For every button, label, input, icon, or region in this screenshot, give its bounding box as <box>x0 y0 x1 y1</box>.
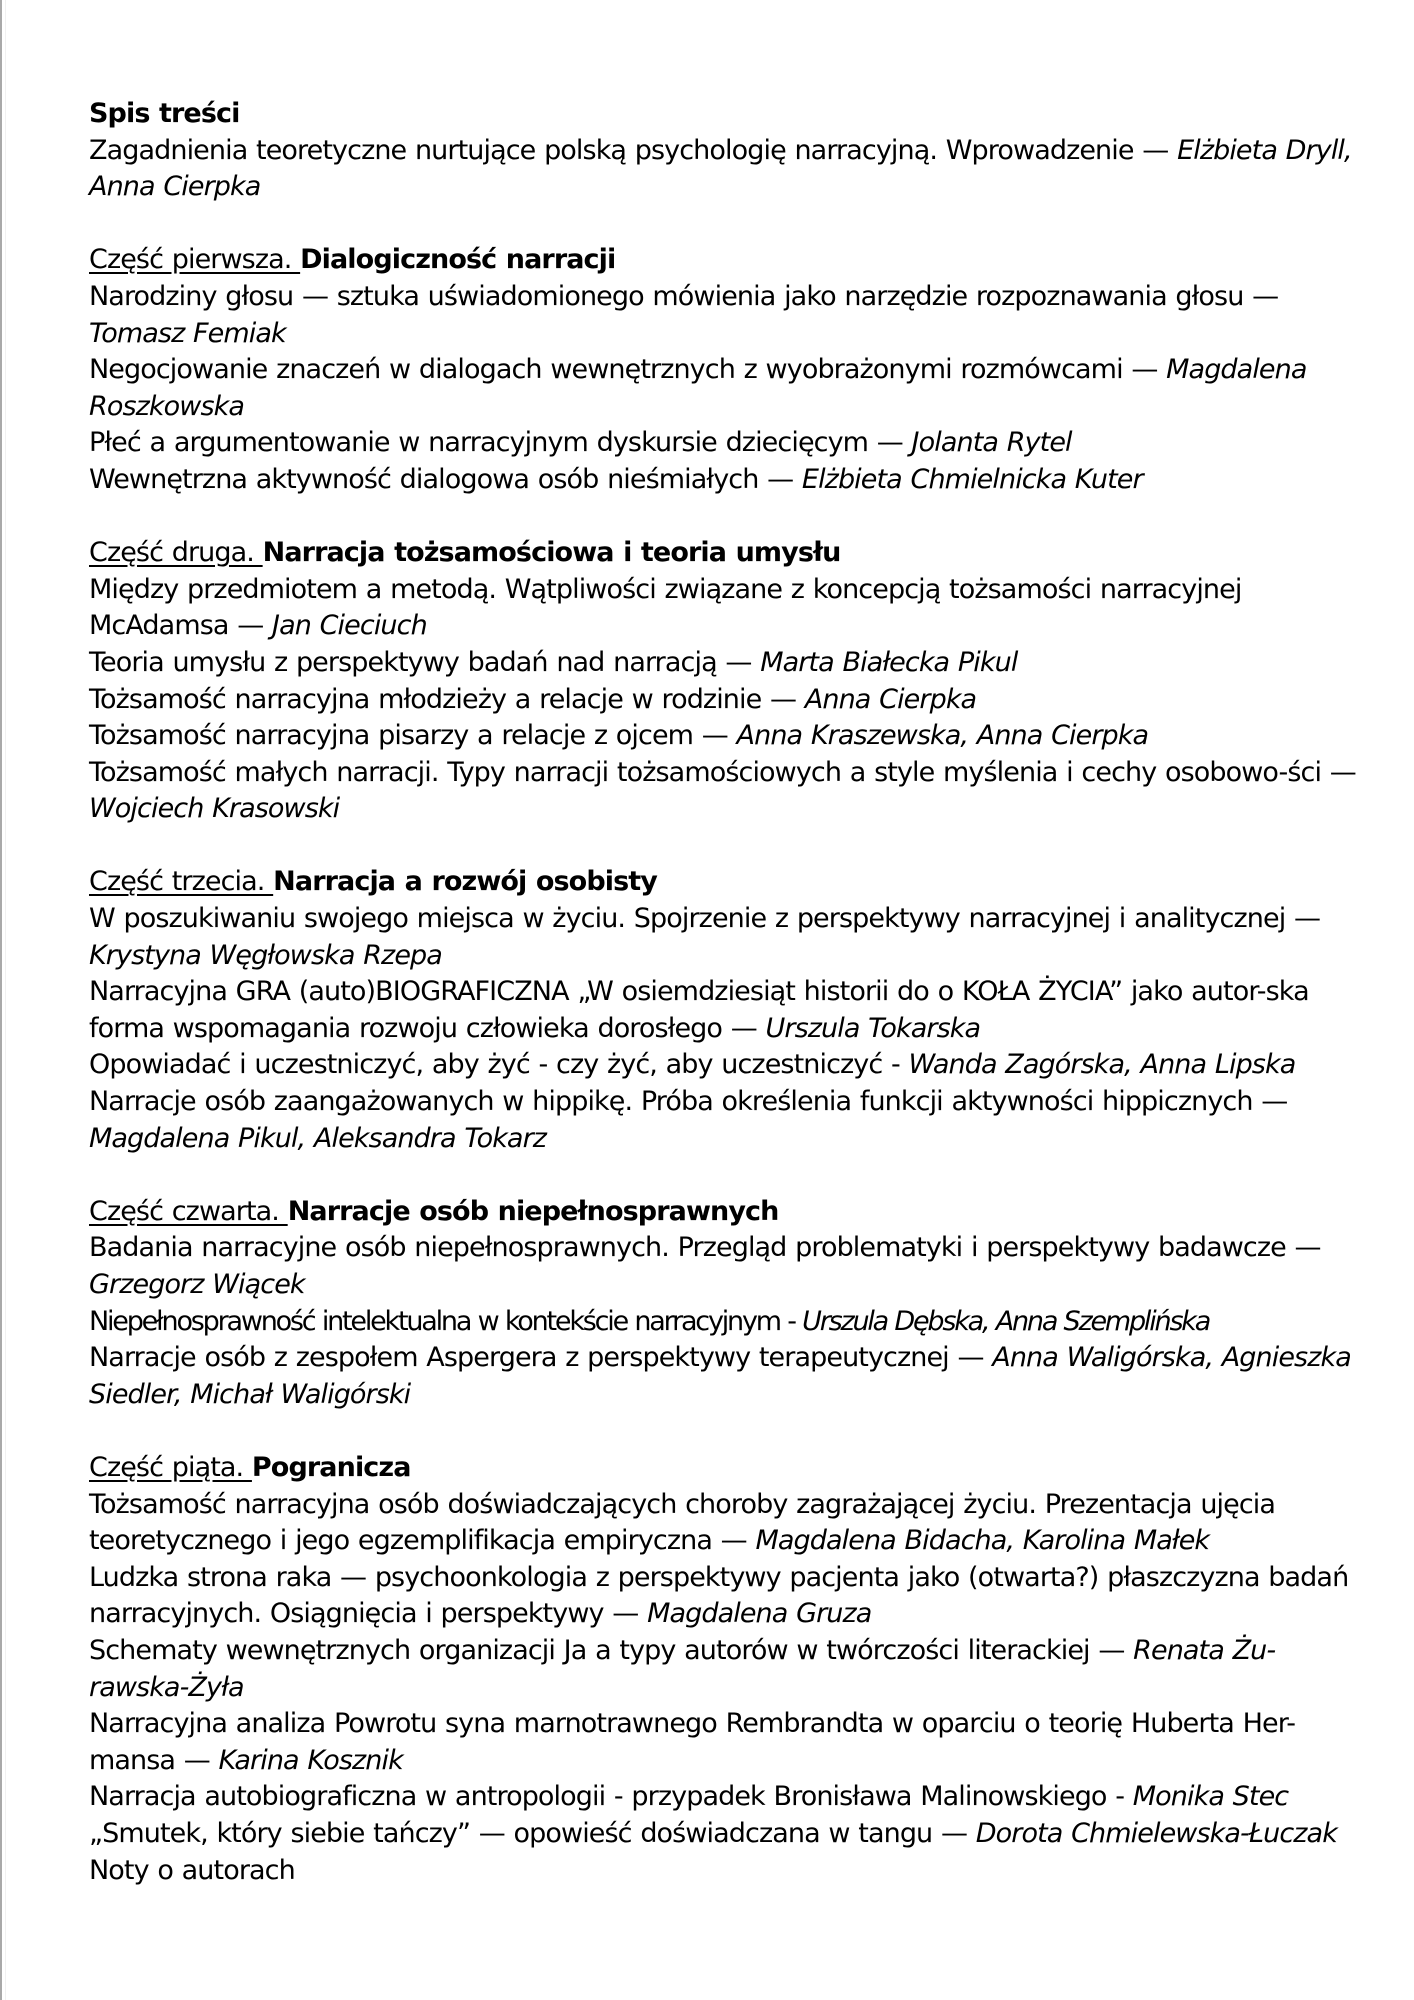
toc-entry <box>89 645 1359 682</box>
entry-author: Grzegorz Wiącek <box>89 1269 305 1300</box>
part-heading <box>89 1450 1359 1487</box>
entry-title: Narracyjna analiza Powrotu syna marnotrawnego Rembrandta w oparciu o teorię Huberta Her-mansa — <box>89 1708 1296 1776</box>
toc-entry <box>89 974 1359 1047</box>
part-title: Pogranicza <box>251 1451 411 1483</box>
toc-entry <box>89 755 1359 828</box>
entry-title: „Smutek, który siebie tańczy” — opowieść doświadczana w tangu — <box>89 1817 976 1849</box>
entry-title: Narracje osób z zespołem Aspergera z perspektywy terapeutycznej — <box>89 1342 993 1374</box>
part-3 <box>89 864 1359 1157</box>
toc-entry <box>89 279 1359 352</box>
entry-author: Anna Cierpka <box>804 683 977 715</box>
toc-entry <box>89 682 1359 719</box>
entry-title: Między przedmiotem a metodą. Wątpliwości związane z koncepcją tożsamości narracyjnej McAdamsa — <box>89 573 1242 642</box>
entry-author: Krystyna Węgłowska Rzepa <box>89 939 442 971</box>
toc-entry <box>89 1340 1359 1413</box>
entry-title: Teoria umysłu z perspektywy badań nad narracją — <box>89 646 761 678</box>
part-heading <box>89 242 1359 279</box>
toc-entry <box>89 901 1359 974</box>
toc-entry <box>89 1230 1359 1303</box>
entry-author: Wojciech Krasowski <box>89 793 340 825</box>
table-of-contents <box>89 96 1359 1889</box>
toc-entry <box>89 1304 1359 1341</box>
entry-author: Dorota Chmielewska-Łuczak <box>975 1817 1337 1849</box>
toc-entry <box>89 1779 1359 1816</box>
entry-title: Opowiadać i uczestniczyć, aby żyć - czy żyć, aby uczestniczyć - <box>89 1049 909 1081</box>
entry-title: Schematy wewnętrznych organizacji Ja a typy autorów w twórczości literackiej — <box>89 1634 1134 1666</box>
part-1 <box>89 242 1359 498</box>
entry-author: Wanda Zagórska, Anna Lipska <box>908 1049 1296 1081</box>
entry-author: Karina Kosznik <box>218 1744 403 1776</box>
part-heading <box>89 1194 1359 1231</box>
entry-author: Monika Stec <box>1132 1781 1289 1813</box>
toc-entry <box>89 1816 1359 1853</box>
entry-title: W poszukiwaniu swojego miejsca w życiu. Spojrzenie z perspektywy narracyjnej i analitycznej — <box>89 903 1321 935</box>
entry-title: Tożsamość narracyjna młodzieży a relacje w rodzinie — <box>89 683 805 715</box>
part-label: Część piąta. <box>89 1451 252 1483</box>
toc-entry <box>89 1047 1359 1084</box>
entry-author: Renata Żu-rawska-Żyła <box>89 1634 1276 1703</box>
entry-author: Tomasz Femiak <box>89 317 286 349</box>
entry-title: Zagadnienia teoretyczne nurtujące polską psychologię narracyjną. Wprowadzenie — <box>89 134 1178 166</box>
entry-author: Jan Cieciuch <box>272 610 427 642</box>
entry-title: Ludzka strona raka — psychoonkologia z perspektywy pacjenta jako (otwarta?) płaszczyzna badań narracyjnych. Osiągnięcia i perspektywy — <box>89 1561 1349 1630</box>
toc-entry <box>89 462 1359 499</box>
entry-title: Narracyjna GRA (auto)BIOGRAFICZNA „W osiemdziesiąt historii do o KOŁA ŻYCIA” jako autor-ska forma wspomagania rozwoju człowieka dorosłego — <box>89 976 1309 1044</box>
toc-entry <box>89 1487 1359 1560</box>
entry-title: Narracje osób zaangażowanych w hippikę. Próba określenia funkcji aktywności hippicznych — <box>89 1086 1288 1118</box>
toc-entry <box>89 1706 1359 1779</box>
entry-title: Niepełnosprawność intelektualna w kontekście narracyjnym - <box>89 1305 803 1337</box>
toc-entry <box>89 1560 1359 1633</box>
part-4 <box>89 1194 1359 1414</box>
part-title: Narracja tożsamościowa i teoria umysłu <box>262 537 841 569</box>
entry-author: Magdalena Bidacha, Karolina Małek <box>755 1525 1210 1557</box>
entry-title: Tożsamość narracyjna pisarzy a relacje z ojcem — <box>89 720 737 752</box>
part-2 <box>89 535 1359 828</box>
part-5 <box>89 1450 1359 1889</box>
entry-author: Anna Kraszewska, Anna Cierpka <box>736 720 1149 752</box>
entry-author: Jolanta Rytel <box>911 427 1072 459</box>
toc-entry <box>89 425 1359 462</box>
entry-title: Narracja autobiograficzna w antropologii - przypadek Bronisława Malinowskiego - <box>89 1781 1133 1813</box>
entry-author: Urszula Tokarska <box>765 1012 981 1044</box>
page-left-edge <box>0 0 2 2000</box>
part-title: Narracje osób niepełnosprawnych <box>287 1195 779 1227</box>
entry-author: Magdalena Roszkowska <box>89 354 1307 422</box>
part-label: Część pierwsza. <box>89 244 301 276</box>
entry-author: Magdalena Gruza <box>647 1598 872 1630</box>
toc-entry <box>89 1084 1359 1157</box>
page-left-edge-shadow <box>5 0 6 2000</box>
entry-title: Negocjowanie znaczeń w dialogach wewnętrznych z wyobrażonymi rozmówcami — <box>89 354 1167 386</box>
toc-entry <box>89 1633 1359 1706</box>
entry-title: Narodziny głosu — sztuka uświadomionego mówienia jako narzędzie rozpoznawania głosu — <box>89 280 1279 312</box>
toc-entry-closing: Noty o autorach <box>89 1854 295 1886</box>
entry-author: Elżbieta Dryll, Anna Cierpka <box>89 134 1352 203</box>
entry-title: Tożsamość małych narracji. Typy narracji tożsamościowych a style myślenia i cechy osobowo-ści — <box>89 756 1356 788</box>
entry-title: Płeć a argumentowanie w narracyjnym dyskursie dziecięcym — <box>89 427 912 459</box>
toc-entry <box>89 352 1359 425</box>
entry-author: Elżbieta Chmielnicka Kuter <box>801 463 1143 495</box>
part-label: Część trzecia. <box>89 866 274 898</box>
toc-entry-intro <box>89 133 1359 206</box>
toc-entry <box>89 718 1359 755</box>
toc-title: Spis treści <box>89 98 240 129</box>
part-title: Dialogiczność narracji <box>300 244 616 276</box>
entry-author: Magdalena Pikul, Aleksandra Tokarz <box>89 1122 547 1154</box>
entry-title: Tożsamość narracyjna osób doświadczających choroby zagrażającej życiu. Prezentacja ujęcia teoretycznego i jego egzemplifikacja empiryczna — <box>89 1488 1276 1557</box>
part-title: Narracja a rozwój osobisty <box>273 866 657 898</box>
part-label: Część czwarta. <box>89 1195 288 1227</box>
entry-author: Marta Białecka Pikul <box>760 646 1018 678</box>
entry-title: Wewnętrzna aktywność dialogowa osób nieśmiałych — <box>89 463 802 495</box>
part-heading <box>89 864 1359 901</box>
part-label: Część druga. <box>89 537 263 569</box>
toc-entry <box>89 572 1359 645</box>
entry-author: Urszula Dębska, Anna Szemplińska <box>802 1305 1210 1337</box>
entry-title: Badania narracyjne osób niepełnosprawnych. Przegląd problematyki i perspektywy badawcze — <box>89 1232 1321 1264</box>
entry-author: Anna Waligórska, Agnieszka Siedler, Michał Waligórski <box>89 1342 1351 1410</box>
part-heading <box>89 535 1359 572</box>
